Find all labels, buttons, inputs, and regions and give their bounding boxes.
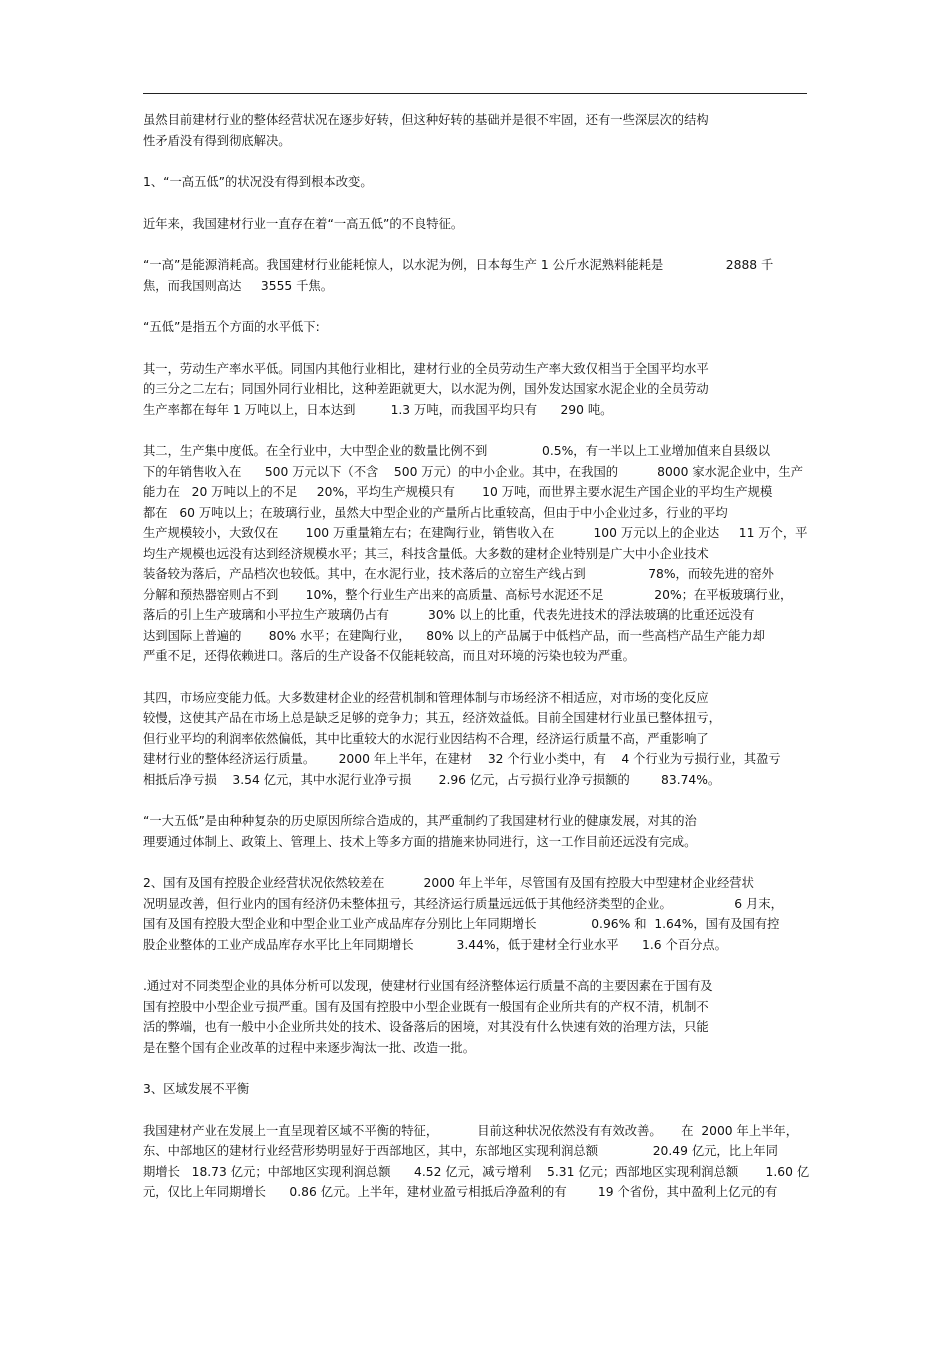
text-line: 装备较为落后，产品档次也较低。其中，在水泥行业，技术落后的立窑生产线占到 78%，而较先进的窑外 <box>143 567 774 581</box>
text-line: 1、“一高五低”的状况没有得到根本改变。 <box>143 175 373 189</box>
text-line: 虽然目前建材行业的整体经营状况在逐步好转，但这种好转的基础并是很不牢固，还有一些深层次的结构 <box>143 113 709 127</box>
text-line: 国有及国有控股大型企业和中型企业工业产成品库存分别比上年同期增长 0.96% 和 1.64%，国有及国有控 <box>143 917 780 931</box>
text-line: 相抵后净亏损 3.54 亿元，其中水泥行业净亏损 2.96 亿元，占亏损行业净亏损额的 83.74%。 <box>143 772 721 787</box>
text-line: “一大五低”是由种种复杂的历史原因所综合造成的，其严重制约了我国建材行业的健康发展，对其的治 <box>143 814 697 828</box>
text-line: 近年来，我国建材行业一直存在着“一高五低”的不良特征。 <box>143 216 464 231</box>
text-line: 其二，生产集中度低。在全行业中，大中型企业的数量比例不到 0.5%，有一半以上工业增加值来自县级以 <box>143 444 771 458</box>
text-line: 股企业整体的工业产成品库存水平比上年同期增长 3.44%，低于建材全行业水平 1.6 个百分点。 <box>143 937 727 952</box>
text-line: 较慢，这使其产品在市场上总是缺乏足够的竞争力；其五，经济效益低。目前全国建材行业虽已整体扭亏， <box>143 711 721 725</box>
text-line: 国有控股中小型企业亏损严重。国有及国有控股中小型企业既有一般国有企业所共有的产权不清，机制不 <box>143 999 709 1014</box>
paragraph-intro <box>143 110 807 151</box>
text-line: 能力在 20 万吨以上的不足 20%，平均生产规模只有 10 万吨，而世界主要水泥生产国企业的平均生产规模 <box>143 485 773 499</box>
text-line: 落后的引上生产玻璃和小平拉生产玻璃仍占有 30% 以上的比重，代表先进技术的浮法玻璃的比重还远没有 <box>143 608 755 622</box>
text-line: 都在 60 万吨以上；在玻璃行业，虽然大中型企业的产量所占比重较高，但由于中小企业过多，行业的平均 <box>143 505 728 520</box>
text-line: 期增长 18.73 亿元；中部地区实现利润总额 4.52 亿元，减亏增利 5.31 亿元；西部地区实现利润总额 1.60 亿 <box>143 1164 810 1179</box>
text-line: 但行业平均的利润率依然偏低，其中比重较大的水泥行业因结构不合理，经济运行质量不高，严重影响了 <box>143 731 709 746</box>
text-line: 况明显改善，但行业内的国有经济仍未整体扭亏，其经济运行质量远远低于其他经济类型的企业。 6 月末， <box>143 896 783 911</box>
text-line: 焦，而我国则高达 3555 千焦。 <box>143 278 334 293</box>
text-line: 达到国际上普遍的 80% 水平；在建陶行业， 80% 以上的产品属于中低档产品，而一些高档产品生产能力却 <box>143 628 765 643</box>
text-line: 2、国有及国有控股企业经营状况依然较差在 2000 年上半年，尽管国有及国有控股大中型建材企业经营状 <box>143 876 754 890</box>
paragraph <box>143 255 807 296</box>
section-heading-1 <box>143 172 807 193</box>
text-line: 生产率都在每年 1 万吨以上，日本达到 1.3 万吨，而我国平均只有 290 吨。 <box>143 402 613 417</box>
text-line: 是在整个国有企业改革的过程中来逐步淘汰一批、改造一批。 <box>143 1040 476 1055</box>
text-line: 均生产规模也远没有达到经济规模水平；其三，科技含量低。大多数的建材企业特别是广大中小企业技术 <box>143 546 709 561</box>
document-body <box>143 110 810 1203</box>
text-line: .通过对不同类型企业的具体分析可以发现，使建材行业国有经济整体运行质量不高的主要因素在于国有及 <box>143 979 713 993</box>
paragraph <box>143 317 807 338</box>
text-line: 我国建材产业在发展上一直呈现着区域不平衡的特征， 目前这种状况依然没有有效改善。 在 2000 年上半年， <box>143 1123 799 1138</box>
text-line: 生产规模较小，大致仅在 100 万重量箱左右；在建陶行业，销售收入在 100 万元以上的企业达 11 万个，平 <box>143 526 808 540</box>
section-heading-3 <box>143 1079 807 1100</box>
text-line: 其一，劳动生产率水平低。同国内其他行业相比，建材行业的全员劳动生产率大致仅相当于全国平均水平 <box>143 361 709 376</box>
paragraph <box>143 441 807 667</box>
header-rule <box>143 93 807 94</box>
text-line: 分解和预热器窑则占不到 10%，整个行业生产出来的高质量、高标号水泥还不足 20%；在平板玻璃行业， <box>143 587 793 602</box>
paragraph <box>143 688 807 791</box>
paragraph <box>143 811 807 852</box>
text-line: 严重不足，还得依赖进口。落后的生产设备不仅能耗较高，而且对环境的污染也较为严重。 <box>143 649 635 663</box>
text-line: 活的弊端，也有一般中小企业所共处的技术、设备落后的困境，对其没有什么快速有效的治理方法，只能 <box>143 1020 709 1034</box>
text-line: 东、中部地区的建材行业经营形势明显好于西部地区，其中，东部地区实现利润总额 20.49 亿元，比上年同 <box>143 1144 778 1158</box>
text-line: 性矛盾没有得到彻底解决。 <box>143 133 291 148</box>
text-line: “一高”是能源消耗高。我国建材行业能耗惊人，以水泥为例，日本每生产 1 公斤水泥熟料能耗是 2888 千 <box>143 258 774 272</box>
text-line: 的三分之二左右；同国外同行业相比，这种差距就更大，以水泥为例，国外发达国家水泥企业的全员劳动 <box>143 382 709 396</box>
paragraph <box>143 214 807 235</box>
text-line: 3、区域发展不平衡 <box>143 1082 250 1096</box>
text-line: 元，仅比上年同期增长 0.86 亿元。上半年，建材业盈亏相抵后净盈利的有 19 个省份，其中盈利上亿元的有 <box>143 1185 778 1199</box>
text-line: 理要通过体制上、政策上、管理上、技术上等多方面的措施来协同进行，这一工作目前还远没有完成。 <box>143 834 697 849</box>
paragraph <box>143 359 807 421</box>
paragraph <box>143 1121 810 1203</box>
text-line: 其四，市场应变能力低。大多数建材企业的经营机制和管理体制与市场经济不相适应，对市场的变化反应 <box>143 690 709 705</box>
text-line: “五低”是指五个方面的水平低下: <box>143 320 320 334</box>
text-line: 建材行业的整体经济运行质量。 2000 年上半年，在建材 32 个行业小类中，有 4 个行业为亏损行业，其盈亏 <box>143 752 781 766</box>
section-paragraph-2 <box>143 873 807 955</box>
text-line: 下的年销售收入在 500 万元以下（不含 500 万元）的中小企业。其中，在我国的 8000 家水泥企业中，生产 <box>143 464 804 479</box>
paragraph <box>143 976 807 1058</box>
